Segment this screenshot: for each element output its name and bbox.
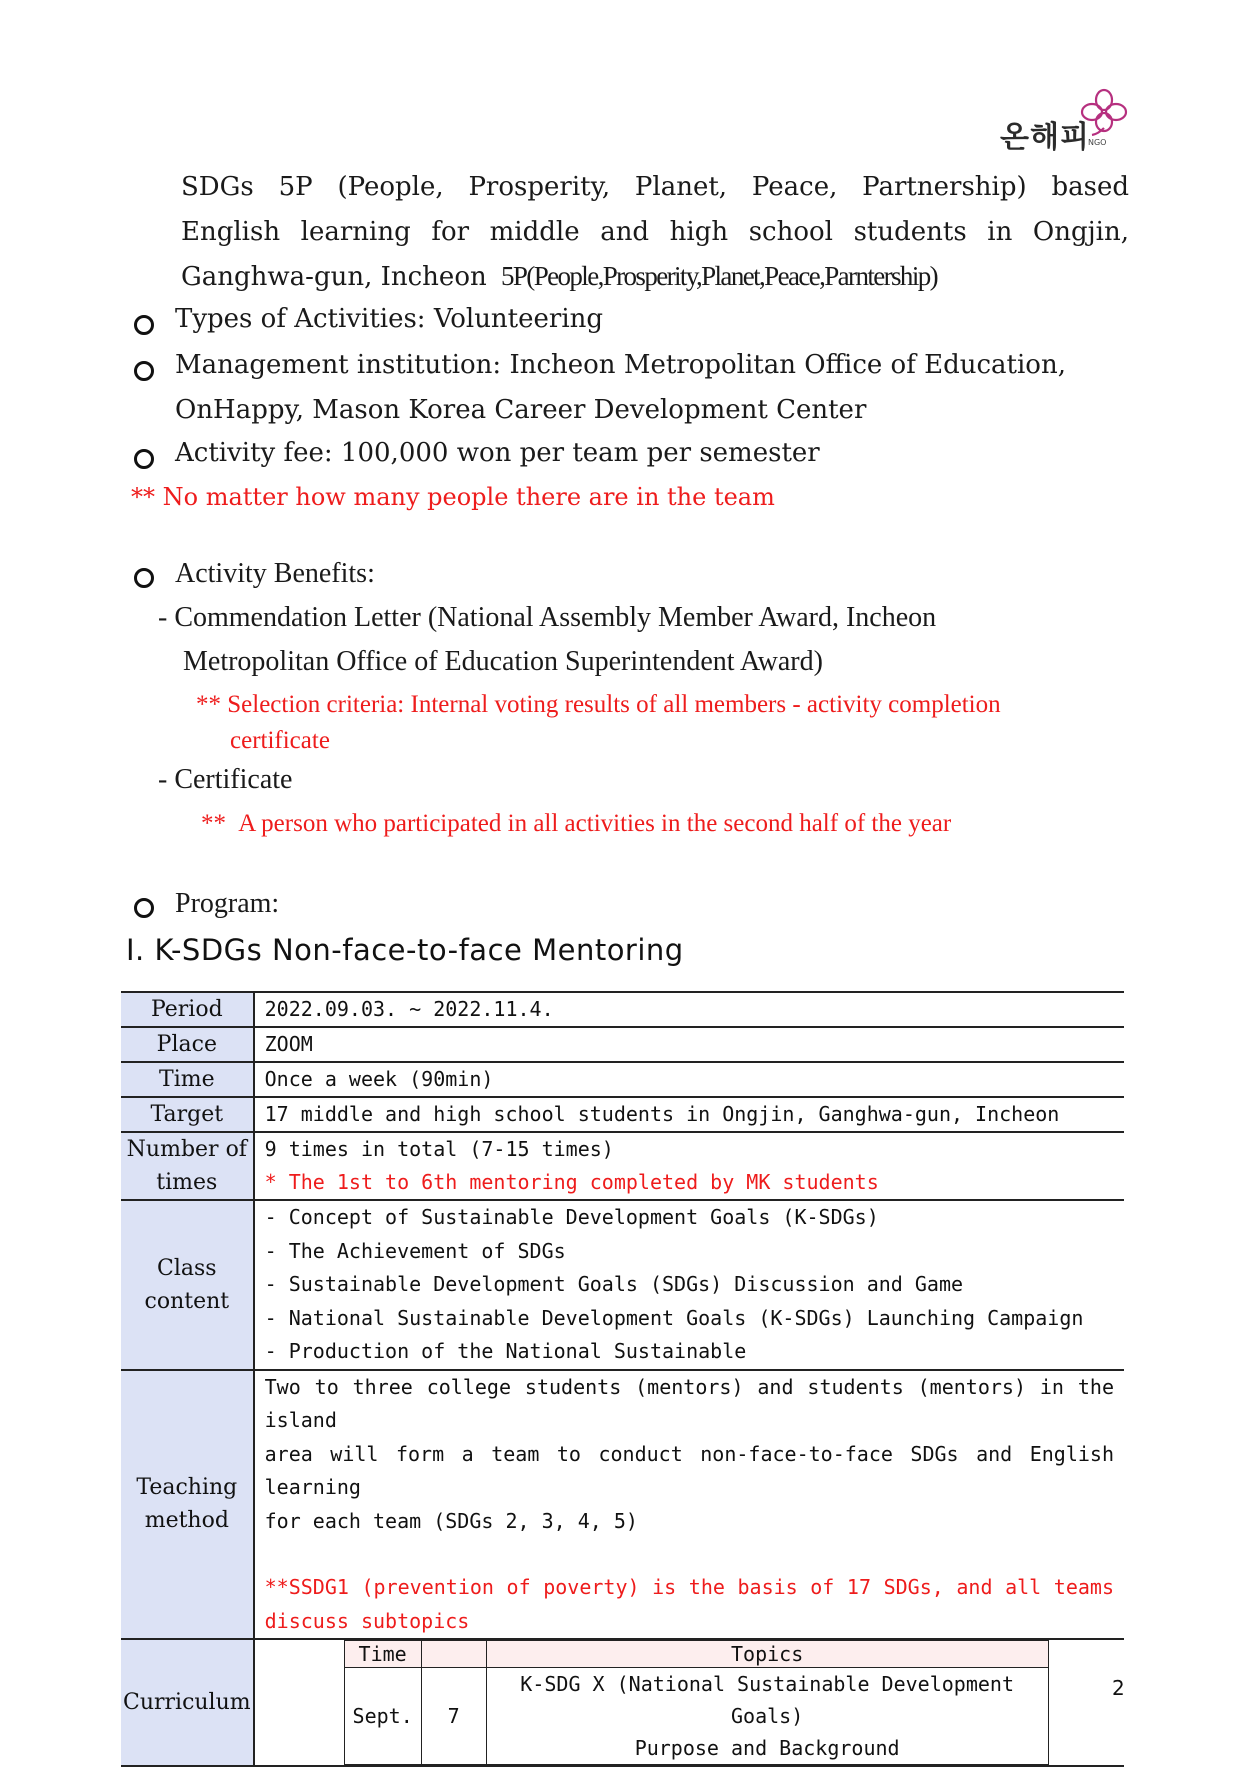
time-value: Once a week (90min) bbox=[254, 1062, 1124, 1097]
number-of-times-value bbox=[254, 1132, 1124, 1200]
curriculum-header-blank bbox=[421, 1641, 486, 1668]
curriculum-topic-line-1: K-SDG X (National Sustainable Development Goals) bbox=[520, 1672, 1014, 1728]
curriculum-day: 7 bbox=[421, 1668, 486, 1765]
intro-line-3 bbox=[181, 261, 937, 292]
table-row bbox=[121, 1062, 1124, 1097]
number-value-note: * The 1st to 6th mentoring completed by MK students bbox=[264, 1170, 879, 1194]
class-item: - Concept of Sustainable Development Goals (K-SDGs) bbox=[264, 1205, 879, 1229]
teaching-line-1: Two to three college students (mentors) and students (mentors) in the island bbox=[264, 1374, 1114, 1432]
teaching-method-value bbox=[254, 1370, 1124, 1640]
certificate-item: - Certificate bbox=[158, 764, 293, 795]
clover-icon bbox=[1078, 88, 1130, 136]
commendation-line-1: - Commendation Letter (National Assembly Member Award, Incheon bbox=[158, 602, 937, 633]
period-label: Period bbox=[121, 992, 254, 1027]
teaching-method-label bbox=[121, 1370, 254, 1640]
table-row bbox=[121, 1639, 1124, 1766]
table-row bbox=[121, 1027, 1124, 1062]
teaching-note-line-2: discuss subtopics bbox=[264, 1608, 470, 1633]
circle-bullet-icon bbox=[134, 449, 154, 469]
intro-line-1: SDGs 5P (People, Prosperity, Planet, Peace, Partnership) based bbox=[181, 172, 1129, 202]
class-label-line-1: Class bbox=[157, 1255, 217, 1281]
circle-bullet-icon bbox=[134, 898, 154, 918]
types-of-activities: Types of Activities: Volunteering bbox=[175, 304, 604, 334]
commendation-line-2: Metropolitan Office of Education Superintendent Award) bbox=[183, 646, 823, 677]
logo-text: 온해피 bbox=[1000, 120, 1090, 155]
target-value: 17 middle and high school students in Ongjin, Ganghwa-gun, Incheon bbox=[254, 1097, 1124, 1132]
curriculum-label: Curriculum bbox=[121, 1639, 254, 1766]
place-value: ZOOM bbox=[254, 1027, 1124, 1062]
class-item: - National Sustainable Development Goals (K-SDGs) Launching Campaign bbox=[264, 1305, 1084, 1330]
program-heading: Program: bbox=[175, 888, 280, 919]
class-item: - Production of the National Sustainable bbox=[264, 1339, 747, 1363]
class-content-value bbox=[254, 1200, 1124, 1370]
circle-bullet-icon bbox=[134, 568, 154, 588]
teaching-line-2: area will form a team to conduct non-face-to-face SDGs and English learning bbox=[264, 1441, 1114, 1499]
fee-note: ** No matter how many people there are in the team bbox=[131, 483, 775, 511]
page-number: 2 bbox=[1112, 1676, 1125, 1700]
curriculum-month: Sept. bbox=[344, 1668, 421, 1765]
table-row bbox=[121, 1370, 1124, 1640]
curriculum-header-row bbox=[344, 1641, 1048, 1668]
number-label-line-2: times bbox=[156, 1170, 218, 1195]
class-content-label bbox=[121, 1200, 254, 1370]
section-title: Ⅰ. K-SDGs Non-face-to-face Mentoring bbox=[126, 933, 684, 967]
management-line-2: OnHappy, Mason Korea Career Development Center bbox=[175, 395, 867, 425]
teaching-note-line-1: **SSDG1 (prevention of poverty) is the basis of 17 SDGs, and all teams bbox=[264, 1575, 1114, 1599]
intro-line-2: English learning for middle and high school students in Ongjin, bbox=[181, 217, 1129, 247]
spacer bbox=[265, 1538, 1114, 1571]
table-row bbox=[121, 992, 1124, 1027]
curriculum-header-time: Time bbox=[344, 1641, 421, 1668]
onhappy-logo bbox=[1000, 88, 1132, 155]
intro-5p: 5P(People,Prosperity,Planet,Peace,Parntership) bbox=[500, 261, 938, 291]
selection-criteria-line-1: ** Selection criteria: Internal voting results of all members - activity completion bbox=[196, 691, 1001, 718]
place-label: Place bbox=[121, 1027, 254, 1062]
number-value-line-1: 9 times in total (7-15 times) bbox=[264, 1137, 614, 1161]
circle-bullet-icon bbox=[134, 315, 154, 335]
teaching-label-line-1: Teaching bbox=[136, 1475, 238, 1501]
intro-location: Ganghwa-gun, Incheon bbox=[181, 262, 487, 292]
teaching-label-line-2: method bbox=[144, 1508, 229, 1534]
period-value: 2022.09.03. ~ 2022.11.4. bbox=[254, 992, 1124, 1027]
curriculum-topic-line-2: Purpose and Background bbox=[634, 1736, 900, 1760]
benefits-heading: Activity Benefits: bbox=[175, 558, 375, 589]
curriculum-row bbox=[344, 1668, 1048, 1765]
target-label: Target bbox=[121, 1097, 254, 1132]
class-item: - The Achievement of SDGs bbox=[264, 1238, 566, 1263]
activity-fee: Activity fee: 100,000 won per team per semester bbox=[175, 438, 820, 468]
number-label-line-1: Number of bbox=[126, 1137, 247, 1162]
class-item: - Sustainable Development Goals (SDGs) Discussion and Game bbox=[264, 1272, 964, 1296]
table-row bbox=[121, 1132, 1124, 1200]
class-label-line-2: content bbox=[144, 1288, 230, 1314]
program-info-table bbox=[121, 991, 1124, 1767]
certificate-note-text: A person who participated in all activities in the second half of the year bbox=[238, 810, 952, 837]
teaching-line-3: for each team (SDGs 2, 3, 4, 5) bbox=[264, 1508, 638, 1533]
certificate-note-mark: ** bbox=[201, 810, 226, 837]
table-row bbox=[121, 1200, 1124, 1370]
curriculum-topic bbox=[486, 1668, 1048, 1765]
curriculum-table bbox=[344, 1640, 1049, 1765]
number-of-times-label bbox=[121, 1132, 254, 1200]
certificate-note bbox=[201, 810, 951, 838]
logo-ngo-text: NGO bbox=[1088, 138, 1107, 147]
time-label: Time bbox=[121, 1062, 254, 1097]
circle-bullet-icon bbox=[134, 361, 154, 381]
table-row bbox=[121, 1097, 1124, 1132]
curriculum-value bbox=[254, 1639, 1124, 1766]
curriculum-header-topics: Topics bbox=[486, 1641, 1048, 1668]
management-line-1: Management institution: Incheon Metropolitan Office of Education, bbox=[175, 350, 1066, 380]
selection-criteria-line-2: certificate bbox=[230, 727, 330, 754]
